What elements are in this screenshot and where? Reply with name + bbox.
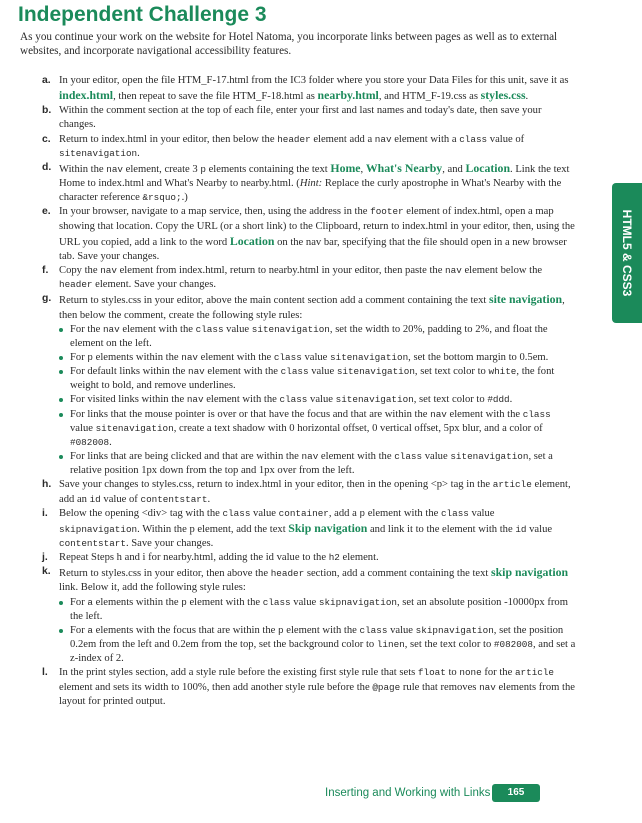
step-item xyxy=(42,565,576,595)
step-item xyxy=(42,74,576,104)
code-term: sitenavigation xyxy=(59,147,138,159)
step-text: element with the xyxy=(318,451,395,463)
step-text: . xyxy=(137,147,140,159)
step-text: element below the xyxy=(461,265,543,277)
highlight-term: index.html xyxy=(59,88,114,103)
step-text: to xyxy=(445,667,460,679)
step-text: In your browser, navigate to a map service, then, using the address in the xyxy=(59,206,371,218)
code-term: class xyxy=(394,451,423,463)
highlight-term: Location xyxy=(229,233,275,248)
code-term: contentstart xyxy=(59,538,126,549)
step-text: , create a text shadow with 0 horizontal offset, 0 vertical offset, 5px blur, and a color of xyxy=(173,422,543,434)
step-text: In your editor, open the file HTM_F-17.html from the IC3 folder where you store your Data Files for this unit, save it as xyxy=(59,75,569,86)
step-text: element with a xyxy=(391,133,460,145)
code-term: @page xyxy=(372,681,401,693)
code-term: article xyxy=(492,479,532,491)
step-text: value xyxy=(70,422,96,434)
highlight-term: skip navigation xyxy=(491,565,569,580)
highlight-term: What's Nearby xyxy=(365,160,443,175)
step-letter: a. xyxy=(42,75,51,86)
bullet-item xyxy=(42,393,576,407)
step-text: Below the opening xyxy=(59,507,142,519)
code-term: nav xyxy=(445,265,462,277)
code-term: sitenavigation xyxy=(336,366,415,378)
step-letter: b. xyxy=(42,105,52,117)
code-term: id xyxy=(89,493,101,505)
bullet-item xyxy=(42,450,576,478)
step-item xyxy=(42,478,576,506)
step-item xyxy=(42,161,576,205)
step-text: . Save your changes. xyxy=(125,538,214,549)
step-text: , the font weight to bold, and remove underlines. xyxy=(70,366,555,392)
step-text: value xyxy=(301,351,331,363)
step-text: For links that the mouse pointer is over or that have the focus and that are within the xyxy=(70,408,431,420)
step-text: element, add an xyxy=(59,479,571,505)
step-text: , set the width to 20%, padding to 2%, and float the element on the left. xyxy=(70,323,548,349)
step-text: element with the xyxy=(197,351,274,363)
code-term: header xyxy=(59,279,93,291)
step-text: tag in the xyxy=(448,479,493,491)
step-item xyxy=(42,507,576,551)
step-letter: i. xyxy=(42,507,48,519)
step-item xyxy=(42,292,576,322)
step-text: element with the xyxy=(446,408,523,420)
step-text: <div> xyxy=(141,507,168,519)
bullet-item xyxy=(42,351,576,365)
step-text: For xyxy=(70,624,88,636)
step-text: link. Below it, add the following style rules: xyxy=(59,582,246,594)
code-term: skipnavigation xyxy=(59,523,138,535)
step-text: value xyxy=(308,366,337,378)
code-term: nav xyxy=(188,366,205,378)
steps-list xyxy=(42,74,576,709)
highlight-term: Location xyxy=(465,160,511,175)
step-text: element with the xyxy=(365,507,441,519)
step-text: element with the xyxy=(186,596,263,608)
highlight-term: nearby.html xyxy=(317,88,379,103)
step-text: element add a xyxy=(310,133,375,145)
step-text: , and xyxy=(442,163,466,175)
highlight-term: styles.css xyxy=(480,88,526,103)
code-term: id xyxy=(515,523,527,535)
code-term: skipnavigation xyxy=(318,596,397,608)
step-text: section, add a comment containing the text xyxy=(304,568,492,580)
code-term: class xyxy=(359,624,388,636)
step-text: , and set a z-index of 2. xyxy=(70,639,576,665)
bullet-item xyxy=(42,323,576,351)
highlight-term: Home xyxy=(330,160,361,175)
step-text: Return to styles.css in your editor, then above the xyxy=(59,568,271,580)
step-letter: g. xyxy=(42,293,52,305)
code-term: contentstart xyxy=(140,493,208,505)
step-bullets xyxy=(42,596,576,667)
step-text: . xyxy=(509,394,513,406)
step-text: element and sets its width to 100%, then add another style rule before the xyxy=(59,681,373,693)
step-text: element of index.html, open a map showing that location. Copy the URL (or a short link) to the Clipboard, return to index.html in your editor, then, using the URL you copied, add a link to the word xyxy=(59,206,575,248)
step-text: . xyxy=(109,436,112,448)
intro-paragraph: As you continue your work on the website for Hotel Natoma, you incorporate links between pages as well as to external websites, and incorporate navigational accessibility features. xyxy=(20,31,558,58)
bullet-item xyxy=(42,408,576,450)
code-term: nav xyxy=(301,451,319,463)
step-text: rule that removes xyxy=(400,681,480,693)
step-text: element from index.html, return to nearby.html in your editor, then paste the xyxy=(116,265,446,277)
code-term: p xyxy=(181,596,187,608)
step-text: , and HTM_F-19.css as xyxy=(378,91,481,103)
step-text: . Link the text Home to index.html and What's Nearby to nearby.html. ( xyxy=(59,163,570,190)
step-letter: h. xyxy=(42,479,52,491)
step-text: value xyxy=(387,624,416,636)
code-term: nav xyxy=(374,133,392,145)
step-text: value xyxy=(422,451,451,463)
step-letter: f. xyxy=(42,265,49,277)
code-term: class xyxy=(522,408,551,420)
code-term: white xyxy=(488,366,517,378)
step-text: elements containing the text xyxy=(205,163,331,175)
step-text: .) xyxy=(181,192,188,204)
step-letter: j. xyxy=(42,552,48,564)
step-text: For visited links within the xyxy=(70,394,187,406)
step-text: Return to styles.css in your editor, above the main content section add a comment containing the text xyxy=(59,295,489,307)
code-term: p xyxy=(359,507,366,519)
step-text: value xyxy=(290,596,319,608)
page-title: Independent Challenge 3 xyxy=(18,3,267,26)
footer-section-title: Inserting and Working with Links xyxy=(325,787,491,799)
page-number-badge: 165 xyxy=(492,784,540,802)
code-term: nav xyxy=(430,408,447,420)
step-text: For the xyxy=(70,323,103,335)
highlight-term: Skip navigation xyxy=(288,520,368,535)
side-tab-label: HTML5 & CSS3 xyxy=(620,209,634,297)
code-term: class xyxy=(280,366,309,378)
code-term: class xyxy=(459,133,488,145)
hint-label: Hint: xyxy=(299,178,323,190)
step-item xyxy=(42,104,576,132)
step-text: , then repeat to save the file HTM_F-18.html as xyxy=(113,91,318,103)
code-term: nav xyxy=(102,323,120,335)
step-text: elements from the layout for printed output. xyxy=(59,681,575,707)
step-text: , set an absolute position -10000px from the left. xyxy=(70,596,568,622)
code-term: float xyxy=(417,667,446,679)
step-text: Within the xyxy=(59,163,107,175)
step-text: value of xyxy=(100,493,141,505)
step-text: , set text color to xyxy=(413,394,488,406)
step-text: Save your changes to styles.css, return to index.html in your editor, then in the opening xyxy=(59,479,431,491)
step-text: For xyxy=(70,596,88,608)
step-text: value xyxy=(468,507,495,519)
step-item xyxy=(42,264,576,292)
code-term: #ddd xyxy=(487,394,510,406)
step-text: Within the comment section at the top of each file, enter your first and last names and today's date, then save your changes. xyxy=(59,105,542,131)
step-letter: l. xyxy=(42,667,48,679)
step-item xyxy=(42,666,576,708)
code-term: p xyxy=(87,351,93,363)
code-term: #082008 xyxy=(70,436,110,448)
step-text: and link it to the element with the xyxy=(367,523,516,535)
step-text: value xyxy=(307,394,336,406)
step-text: , then below the comment, create the following style rules: xyxy=(59,295,565,321)
bullet-item xyxy=(42,365,576,393)
code-term: none xyxy=(459,667,482,679)
step-text: Return to index.html in your editor, then below the xyxy=(59,133,278,145)
step-letter: k. xyxy=(42,566,51,578)
step-letter: e. xyxy=(42,206,51,218)
code-term: a xyxy=(87,596,93,608)
code-term: nav xyxy=(181,351,198,363)
step-text: For links that are being clicked and that are within the xyxy=(70,451,302,463)
code-term: nav xyxy=(479,681,496,693)
step-text: . Within the p element, add the text xyxy=(137,523,289,535)
step-text: , set the text color to xyxy=(404,639,494,651)
step-text: element. Save your changes. xyxy=(92,279,217,291)
step-text: Repeat Steps h and i for nearby.html, adding the id value to the xyxy=(59,552,329,564)
code-term: class xyxy=(279,394,308,406)
step-text: , set text color to xyxy=(414,366,489,378)
step-text: In the print styles section, add a style rule before the existing first style rule that sets xyxy=(59,667,418,679)
step-text: element with the xyxy=(119,323,196,335)
code-term: sitenavigation xyxy=(95,422,174,434)
code-term: skipnavigation xyxy=(415,624,494,636)
step-text: value of xyxy=(487,133,525,145)
step-text: For default links within the xyxy=(70,366,188,378)
highlight-term: site navigation xyxy=(489,292,563,307)
step-text: on the nav bar, specifying that the file should open in a new browser tab. Save your changes. xyxy=(59,236,567,262)
step-item xyxy=(42,551,576,565)
step-text: For xyxy=(70,351,88,363)
step-text: , add a xyxy=(328,507,360,519)
step-text: Copy the xyxy=(59,265,101,277)
code-term: class xyxy=(262,596,291,608)
code-term: &rsquo; xyxy=(142,192,182,204)
step-text: elements within the xyxy=(92,596,182,608)
step-text: for the xyxy=(481,667,515,679)
code-term: sitenavigation xyxy=(251,323,330,335)
step-text: value xyxy=(223,323,252,335)
code-term: sitenavigation xyxy=(330,351,409,363)
code-term: class xyxy=(195,323,224,335)
step-text: element with the xyxy=(203,394,280,406)
step-text: elements with the focus that are within the xyxy=(92,624,279,636)
code-term: a xyxy=(87,624,93,636)
code-term: linen xyxy=(376,639,405,651)
code-term: article xyxy=(514,667,555,679)
step-text: element. xyxy=(339,552,379,564)
side-tab xyxy=(612,183,642,323)
step-text: , xyxy=(360,163,366,175)
code-term: header xyxy=(270,568,305,580)
step-text: . xyxy=(525,91,529,103)
step-text: elements within the xyxy=(92,351,182,363)
step-text: <p> xyxy=(430,479,449,491)
code-term: container xyxy=(278,507,329,519)
bullet-item xyxy=(42,624,576,666)
code-term: p xyxy=(200,163,206,175)
step-item xyxy=(42,205,576,264)
step-bullets xyxy=(42,323,576,479)
step-text: , set the bottom margin to 0.5em. xyxy=(408,351,549,363)
code-term: header xyxy=(277,133,311,145)
code-term: sitenavigation xyxy=(335,394,414,406)
code-term: nav xyxy=(106,163,123,175)
step-text: , set the position 0.2em from the left and 0.2em from the top, set the background color to xyxy=(70,624,564,651)
code-term: p xyxy=(278,624,284,636)
step-item xyxy=(42,133,576,161)
code-term: class xyxy=(222,507,251,519)
code-term: nav xyxy=(100,265,117,277)
bullet-item xyxy=(42,596,576,624)
code-term: nav xyxy=(186,394,204,406)
code-term: sitenavigation xyxy=(450,451,529,463)
step-text: element, create 3 xyxy=(123,163,201,175)
code-term: class xyxy=(273,351,302,363)
step-text: Replace the curly apostrophe in What's Nearby with the character reference xyxy=(59,178,562,204)
step-text: value xyxy=(526,523,553,535)
code-term: h2 xyxy=(328,552,340,564)
step-text: . xyxy=(207,493,211,505)
step-text: tag with the xyxy=(167,507,223,519)
step-text: , set a relative position 1px down from the top and 1px over from the left. xyxy=(70,451,553,477)
step-letter: c. xyxy=(42,133,51,145)
step-text: element with the xyxy=(283,624,360,636)
code-term: class xyxy=(440,507,469,519)
step-text: value xyxy=(250,507,279,519)
step-letter: d. xyxy=(42,161,52,173)
code-term: footer xyxy=(370,206,404,218)
step-text: element with the xyxy=(204,366,281,378)
code-term: #082008 xyxy=(493,639,533,651)
